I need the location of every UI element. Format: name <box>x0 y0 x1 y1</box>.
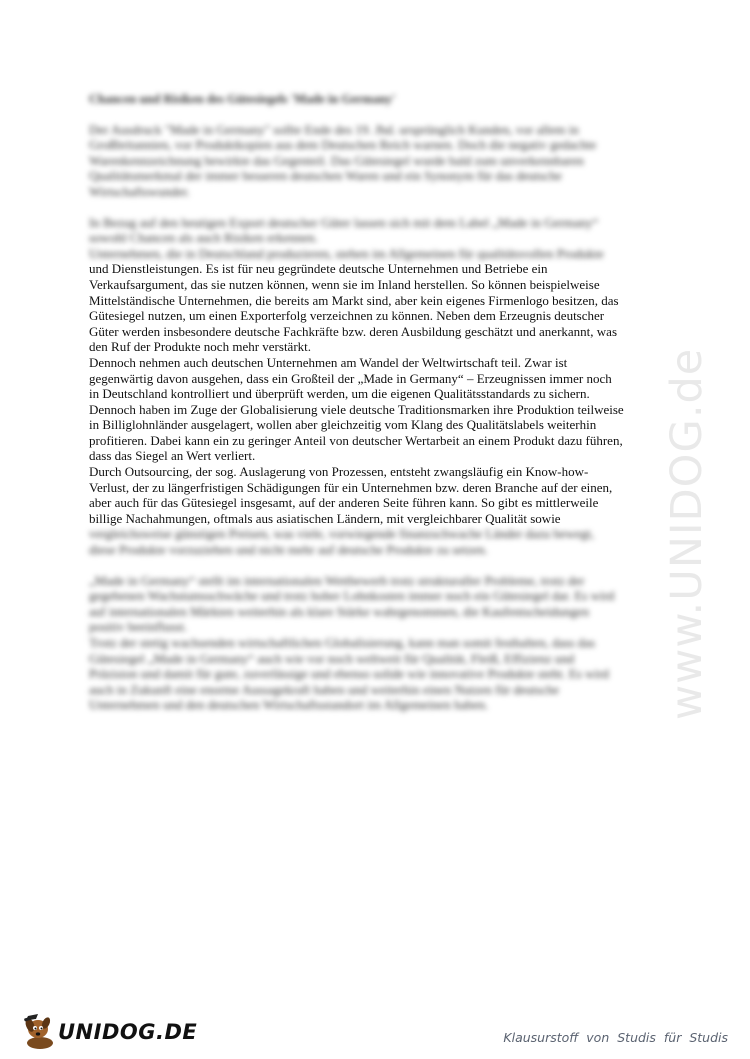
text-line: Wirtschaftswunder. <box>89 183 190 199</box>
text-line: dass das Siegel an Wert verliert. <box>89 448 256 464</box>
footer-tagline: Klausurstoff von Studis für Studis <box>503 1030 728 1045</box>
document-title: Chancen und Risiken des Gütesiegels 'Made in Germany' <box>89 92 396 106</box>
text-line: Durch Outsourcing, der sog. Auslagerung von Prozessen, entsteht zwangsläufig ein Know-how- <box>89 464 589 480</box>
text-line: Warenkennzeichnung bewirkte das Gegenteil. Das Gütesiegel wurde bald zum unverkennbaren <box>89 152 584 168</box>
text-line: auf internationalen Märkten weiterhin als klare Stärke wahrgenommen, die Kaufentscheidungen <box>89 603 590 619</box>
unidog-logo[interactable] <box>20 1012 197 1052</box>
text-line: aber auch für das Gütesiegel insgesamt, auf der anderen Seite führen kann. So gibt es mittlerweile <box>89 495 599 511</box>
text-line: diese Produkte vorzuziehen und nicht mehr auf deutsche Produkte zu setzen. <box>89 542 488 558</box>
text-line: Der Ausdruck "Made in Germany" sollte Ende des 19. Jhd. ursprünglich Kunden, vor allem in <box>89 121 579 137</box>
text-line: Verlust, der zu längerfristigen Schädigungen für ein Unternehmen bzw. deren Branche auf der einen, <box>89 479 613 495</box>
text-line: den Ruf der Produkte noch mehr verstärkt. <box>89 339 312 355</box>
text-line: profitieren. Dabei kann ein zu geringer Anteil von deutscher Wertarbeit an einem Produkt dazu führen, <box>89 432 623 448</box>
main-paragraph <box>89 215 649 558</box>
text-line: positiv beeinflusst. <box>89 619 188 635</box>
text-line: Güter werden insbesondere deutsche Fachkräfte bzw. deren Ausbildung geschätzt und anerkannt, was <box>89 323 618 339</box>
text-line: auch in Zukunft eine enorme Aussagekraft haben und weiterhin einen Nutzen für deutsche <box>89 681 559 697</box>
text-line: Qualitätsmerkmal der immer besseren deutschen Waren und ein Synonym für das deutsche <box>89 168 562 184</box>
text-line: Unternehmen, die in Deutschland produzieren, stehen im Allgemeinen für qualitätsvollen Produkte <box>89 245 604 261</box>
text-line: Trotz der stetig wachsenden wirtschaftlichen Globalisierung, kann man somit festhalten, dass das <box>89 635 596 650</box>
text-line: sowohl Chancen als auch Risiken erkennen. <box>89 230 318 246</box>
text-line: Großbritannien, vor Produktkopien aus dem Deutschen Reich warnen. Doch die negativ gedachte <box>89 137 597 153</box>
text-line: Präzision und damit für gute, zuverlässige und ebenso solide wie innovative Produkte steht. Es wird <box>89 666 609 682</box>
dog-mascot-icon <box>20 1013 62 1051</box>
text-line: in Deutschland kontrolliert und überprüft werden, um die eigenen Qualitätsstandards zu sichern. <box>89 386 590 402</box>
text-line: Unternehmen und den deutschen Wirtschaftsstandort im Allgemeinen haben. <box>89 697 489 713</box>
text-line: Mittelständische Unternehmen, die bereits am Markt sind, aber kein eigenes Firmenlogo besitzen, das <box>89 292 619 308</box>
text-line: billige Nachahmungen, oftmals aus asiatischen Ländern, mit vergleichbarer Qualität sowie <box>89 510 561 526</box>
text-line: Verkaufsargument, das sie nutzen können, wenn sie im Inland herstellen. So können beispielweise <box>89 276 600 292</box>
text-line: Gütesiegel nutzen, um einen Exporterfolg verzeichnen zu können. Neben dem Erzeugnis deutscher <box>89 308 605 324</box>
intro-paragraph <box>89 122 649 200</box>
text-line: „Made in Germany“ stellt im internationalen Wettbewerb trotz strukturaller Probleme, trotz der <box>89 572 585 588</box>
text-line: in Billiglohnländer ausgelagert, wollen aber gleichzeitig vom Klang des Qualitätslabels weiterhin <box>89 417 597 433</box>
watermark-text: www.UNIDOG.de <box>662 347 712 720</box>
text-line: gegebenen Wachstumsschwäche und trotz hoher Lohnkosten immer noch ein Gütesiegel dar. Es wird <box>89 588 615 604</box>
document-body <box>89 92 649 728</box>
text-line: In Bezug auf den heutigen Export deutscher Güter lassen sich mit dem Label „Made in Germany“ <box>89 214 599 230</box>
text-line: und Dienstleistungen. Es ist für neu gegründete deutsche Unternehmen und Betriebe ein <box>89 261 548 277</box>
text-line: Dennoch haben im Zuge der Globalisierung viele deutsche Traditionsmarken ihre Produktion teilweise <box>89 401 624 417</box>
text-line: gegenwärtig davon ausgehen, dass ein Großteil der „Made in Germany“ – Erzeugnissen immer noch <box>89 370 612 386</box>
conclusion-paragraph <box>89 573 649 713</box>
text-line: vergleichsweise günstigen Preisen, was viele, vorwiegende finanzschwache Länder dazu bewegt, <box>89 526 595 542</box>
text-line: Dennoch nehmen auch deutschen Unternehmen am Wandel der Weltwirtschaft teil. Zwar ist <box>89 354 568 370</box>
text-line: Gütesiegel „Made in Germany“ auch wie vor noch weltweit für Qualität, Fleiß, Effizienz und <box>89 650 575 666</box>
logo-wordmark: UNIDOG.DE <box>58 1020 198 1044</box>
